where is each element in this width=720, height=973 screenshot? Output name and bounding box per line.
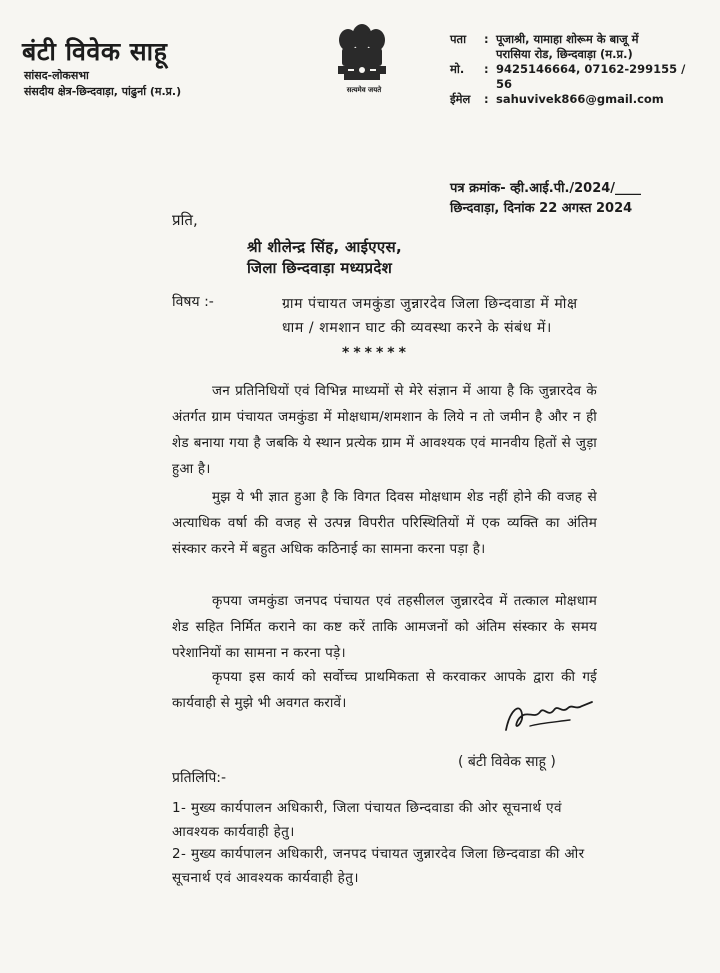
contact-block bbox=[450, 32, 686, 107]
email-separator: : bbox=[484, 92, 489, 106]
address-label: पता bbox=[450, 32, 467, 46]
handwritten-signature bbox=[500, 690, 595, 740]
phone-separator: : bbox=[484, 62, 489, 76]
copy-item-1: 1- मुख्य कार्यपालन अधिकारी, जिला पंचायत छिन्दवाडा की ओर सूचनार्थ एवं आवश्यक कार्यवाही हेतु। bbox=[172, 800, 562, 840]
subject-text: ग्राम पंचायत जमकुंडा जुन्नारदेव जिला छिन्दवाडा में मोक्ष धाम / शमशान घाट की व्यवस्था करने के संबंध में। bbox=[282, 296, 578, 336]
copy-heading: प्रतिलिपि:- bbox=[172, 770, 227, 786]
email-label: ईमेल bbox=[450, 92, 471, 106]
email-address: sahuvivek866@gmail.com bbox=[496, 92, 664, 106]
recipient-location: जिला छिन्दवाड़ा मध्यप्रदेश bbox=[247, 259, 393, 277]
body-paragraph-2: मुझ ये भी ज्ञात हुआ है कि विगत दिवस मोक्षधाम शेड नहीं होने की वजह से अत्याधिक वर्षा की वजह से उत्पन्न विपरीत परिस्थितियों में एक व्यक्ति का अंतिम संस्कार करने में बहुत अधिक कठिनाई का सामना करना पड़ा है। bbox=[172, 489, 597, 557]
phone-label: मो. bbox=[450, 62, 465, 76]
subject-label: विषय :- bbox=[172, 294, 214, 310]
body-paragraph-3: कृपया जमकुंडा जनपद पंचायत एवं तहसीलल जुन्नारदेव में तत्काल मोक्षधाम शेड सहित निर्मित कराने का कष्ट करें ताकि आमजनों को अंतिम संस्कार के समय परेशानियों का सामना न करना पड़े। bbox=[172, 593, 597, 661]
to-label: प्रति, bbox=[172, 211, 198, 229]
signatory-name: ( बंटी विवेक साहू ) bbox=[458, 754, 556, 770]
recipient-name: श्री शीलेन्द्र सिंह, आईएएस, bbox=[247, 238, 402, 256]
sender-designation: सांसद-लोकसभा bbox=[24, 69, 89, 82]
body-paragraph-4: कृपया इस कार्य को सर्वोच्च प्राथमिकता से करवाकर आपके द्वारा की गई कार्यवाही से मुझे भी अवगत करावें। bbox=[172, 669, 597, 711]
copy-item-2: 2- मुख्य कार्यपालन अधिकारी, जनपद पंचायत जुन्नारदेव जिला छिन्दवाडा की ओर सूचनार्थ एवं आवश्यक कार्यवाही हेतु। bbox=[172, 846, 585, 886]
address-line-1: पूजाश्री, यामाहा शोरूम के बाजू में bbox=[496, 32, 639, 46]
address-separator: : bbox=[484, 32, 489, 46]
address-line-2: परासिया रोड, छिन्दवाड़ा (म.प्र.) bbox=[496, 47, 633, 61]
letter-number: पत्र क्रमांक- व्ही.आई.पी./2024/____ bbox=[450, 181, 642, 196]
sender-name: बंटी विवेक साहू bbox=[22, 37, 168, 66]
emblem-caption: सत्यमेव जयते bbox=[346, 86, 382, 94]
body-paragraph-1: जन प्रतिनिधियों एवं विभिन्न माध्यमों से मेरे संज्ञान में आया है कि जुन्नारदेव के अंतर्गत ग्राम पंचायत जमकुंडा में मोक्षधाम/शमशान के लिये न तो जमीन है और न ही शेड बनाया गया है जबकि ये स्थान प्रत्येक ग्राम में आवश्यक एवं मानवीय हितों से जुड़ा हुआ है। bbox=[172, 383, 597, 477]
sender-constituency: संसदीय क्षेत्र-छिन्दवाड़ा, पांढुर्ना (म.प्र.) bbox=[24, 85, 182, 98]
phone-number: 9425146664, 07162-299155 / 56 bbox=[496, 62, 686, 91]
separator-stars: ****** bbox=[342, 345, 410, 361]
place-date: छिन्दवाड़ा, दिनांक 22 अगस्त 2024 bbox=[450, 201, 633, 216]
